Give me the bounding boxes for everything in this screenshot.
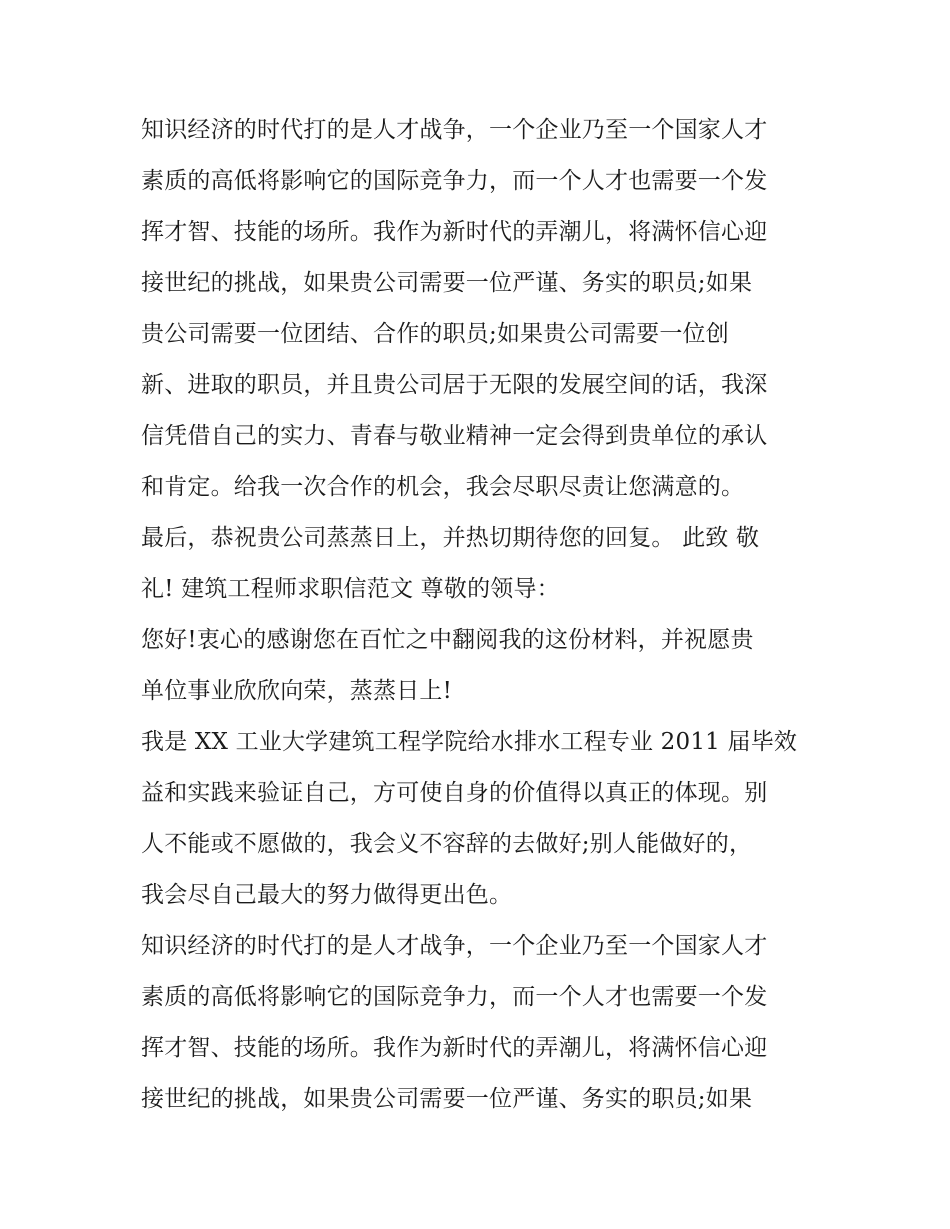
- text-line: 新、进取的职员，并且贵公司居于无限的发展空间的话，我深: [141, 372, 768, 398]
- text-line: 知识经济的时代打的是人才战争，一个企业乃至一个国家人才: [141, 933, 768, 959]
- text-line: 最后，恭祝贵公司蒸蒸日上，并热切期待您的回复。 此致 敬: [141, 525, 760, 551]
- text-line: 接世纪的挑战，如果贵公司需要一位严谨、务实的职员;如果: [141, 1086, 753, 1112]
- text-line: 您好!衷心的感谢您在百忙之中翻阅我的这份材料，并祝愿贵: [141, 627, 754, 653]
- text-line: 接世纪的挑战，如果贵公司需要一位严谨、务实的职员;如果: [141, 270, 753, 296]
- text-line: 我会尽自己最大的努力做得更出色。: [141, 882, 513, 908]
- text-line: 知识经济的时代打的是人才战争，一个企业乃至一个国家人才: [141, 117, 768, 143]
- text-line: 素质的高低将影响它的国际竞争力，而一个人才也需要一个发: [141, 984, 768, 1010]
- text-line: 益和实践来验证自己，方可使自身的价值得以真正的体现。别: [141, 780, 768, 806]
- text-line: 和肯定。给我一次合作的机会，我会尽职尽责让您满意的。: [141, 474, 745, 500]
- text-line: 挥才智、技能的场所。我作为新时代的弄潮儿，将满怀信心迎: [141, 1035, 768, 1061]
- text-line: 素质的高低将影响它的国际竞争力，而一个人才也需要一个发: [141, 168, 768, 194]
- text-line: 挥才智、技能的场所。我作为新时代的弄潮儿，将满怀信心迎: [141, 219, 768, 245]
- text-line: 单位事业欣欣向荣，蒸蒸日上!: [141, 678, 453, 704]
- text-line: 贵公司需要一位团结、合作的职员;如果贵公司需要一位创: [141, 321, 729, 347]
- text-line: 我是 XX 工业大学建筑工程学院给水排水工程专业 2011 届毕效: [141, 729, 798, 755]
- text-line: 信凭借自己的实力、青春与敬业精神一定会得到贵单位的承认: [141, 423, 768, 449]
- text-line: 人不能或不愿做的，我会义不容辞的去做好;别人能做好的，: [141, 831, 753, 857]
- text-line: 礼! 建筑工程师求职信范文 尊敬的领导：: [141, 576, 560, 602]
